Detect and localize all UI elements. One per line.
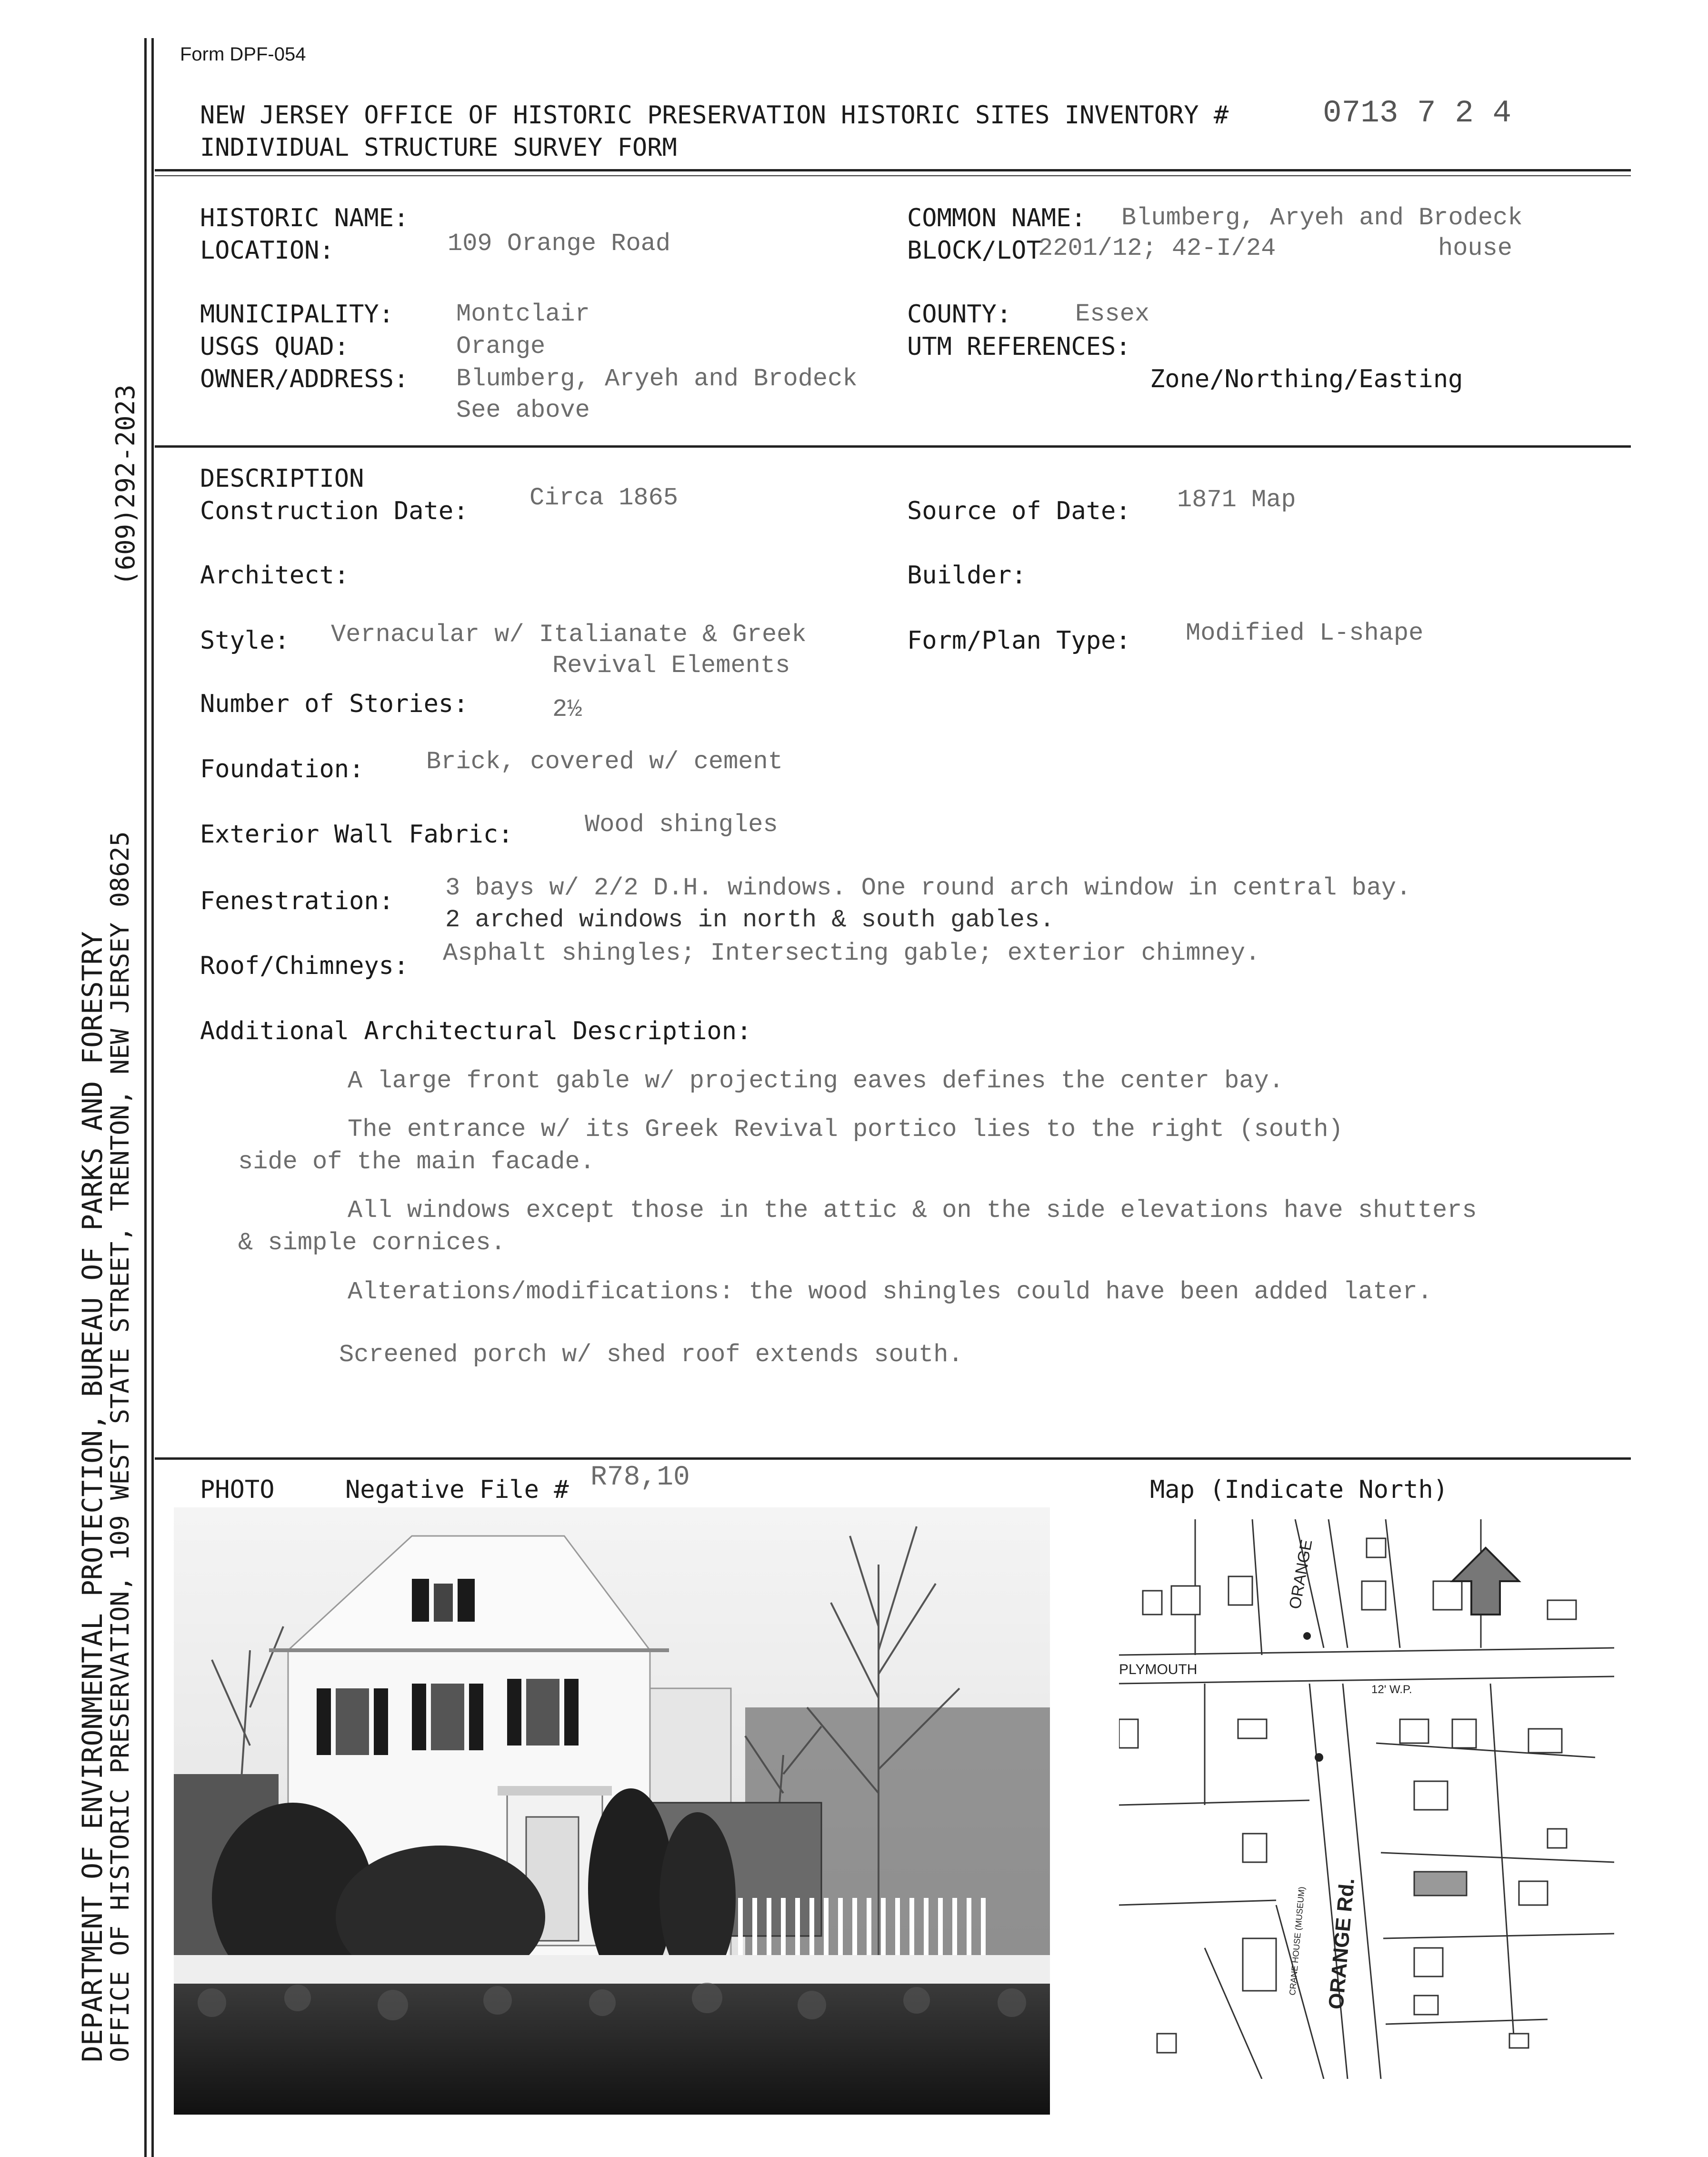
sidebar-phone: (609)292-2023 — [110, 384, 140, 586]
negative-file-number: R78,10 — [590, 1462, 690, 1493]
common-name-label: COMMON NAME: — [907, 204, 1086, 232]
roof-chimneys-value: Asphalt shingles; Intersecting gable; exterior chimney. — [443, 939, 1260, 967]
header-rule — [155, 169, 1631, 171]
builder-label: Builder: — [907, 561, 1027, 590]
negative-file-label: Negative File # — [345, 1475, 569, 1504]
identification-rule — [155, 445, 1631, 448]
architect-label: Architect: — [200, 561, 350, 590]
usgs-quad-value: Orange — [456, 332, 546, 361]
fenestration-label: Fenestration: — [200, 887, 394, 915]
owner-address-value: See above — [456, 396, 590, 424]
location-map — [1119, 1519, 1614, 2079]
county-value: Essex — [1075, 300, 1150, 328]
location-label: LOCATION: — [200, 236, 334, 265]
construction-date-value: Circa 1865 — [529, 484, 679, 512]
map-street-orange-top: ORANGE — [1286, 1538, 1316, 1611]
additional-para3-line2: & simple cornices. — [238, 1229, 506, 1257]
sidebar-department-line: DEPARTMENT OF ENVIRONMENTAL PROTECTION, BUREAU OF PARKS AND FORESTRY — [76, 931, 109, 2062]
map-width-note: 12' W.P. — [1371, 1683, 1412, 1696]
form-id: Form DPF-054 — [180, 44, 306, 65]
photo-label: PHOTO — [200, 1475, 275, 1504]
county-label: COUNTY: — [907, 300, 1012, 329]
map-street-plymouth: PLYMOUTH — [1119, 1662, 1198, 1677]
block-lot-suffix: house — [1438, 234, 1513, 262]
additional-description-label: Additional Architectural Description: — [200, 1017, 752, 1045]
block-lot-value: 2201/12; 42-I/24 — [1038, 234, 1276, 262]
form-plan-label: Form/Plan Type: — [907, 626, 1131, 655]
source-of-date-value: 1871 Map — [1177, 486, 1296, 514]
foundation-value: Brick, covered w/ cement — [426, 748, 783, 776]
map-street-orange-rd: ORANGE Rd. — [1324, 1877, 1359, 2010]
additional-para5: Screened porch w/ shed roof extends south. — [339, 1341, 963, 1369]
utm-columns-label: Zone/Northing/Easting — [1150, 365, 1463, 393]
header-rule-thin — [155, 175, 1631, 176]
stories-value: 2½ — [552, 695, 582, 723]
header-title: NEW JERSEY OFFICE OF HISTORIC PRESERVATION HISTORIC SITES INVENTORY # — [200, 101, 1229, 130]
inventory-number: 0713 7 2 4 — [1323, 95, 1512, 131]
left-border-rule-outer — [144, 38, 147, 2157]
usgs-quad-label: USGS QUAD: — [200, 332, 350, 361]
house-photograph — [174, 1507, 1050, 2115]
source-of-date-label: Source of Date: — [907, 497, 1131, 525]
sidebar-office-line: OFFICE OF HISTORIC PRESERVATION, 109 WEST STATE STREET, TRENTON, NEW JERSEY 08625 — [106, 831, 135, 2062]
style-value-line2: Revival Elements — [552, 652, 790, 680]
fenestration-value-line1: 3 bays w/ 2/2 D.H. windows. One round arch window in central bay. — [445, 874, 1411, 902]
municipality-label: MUNICIPALITY: — [200, 300, 394, 329]
house-photo-drawing — [174, 1507, 1050, 2115]
common-name-value: Blumberg, Aryeh and Brodeck — [1121, 204, 1523, 232]
roof-chimneys-label: Roof/Chimneys: — [200, 952, 409, 980]
fenestration-value-line2: 2 arched windows in north & south gables. — [445, 906, 1055, 934]
additional-para3-line1: All windows except those in the attic & on the side elevations have shutters — [348, 1196, 1477, 1224]
style-label: Style: — [200, 626, 290, 655]
map-label: Map (Indicate North) — [1150, 1475, 1448, 1504]
header-subtitle: INDIVIDUAL STRUCTURE SURVEY FORM — [200, 133, 677, 162]
stories-label: Number of Stories: — [200, 690, 469, 718]
photo-section-rule — [155, 1457, 1631, 1460]
construction-date-label: Construction Date: — [200, 497, 469, 525]
left-border-rule-inner — [151, 38, 154, 2157]
map-crane-house-label: CRANE HOUSE (MUSEUM) — [1288, 1886, 1307, 1996]
foundation-label: Foundation: — [200, 755, 364, 783]
map-drawing — [1119, 1519, 1614, 2079]
location-value: 109 Orange Road — [448, 230, 671, 258]
additional-para4: Alterations/modifications: the wood shingles could have been added later. — [348, 1278, 1432, 1306]
style-value-line1: Vernacular w/ Italianate & Greek — [331, 621, 807, 649]
municipality-value: Montclair — [456, 300, 590, 328]
owner-address-label: OWNER/ADDRESS: — [200, 365, 409, 393]
additional-para1: A large front gable w/ projecting eaves defines the center bay. — [348, 1067, 1284, 1095]
additional-para2-line2: side of the main facade. — [238, 1148, 595, 1176]
owner-value: Blumberg, Aryeh and Brodeck — [456, 365, 858, 393]
wall-fabric-value: Wood shingles — [585, 811, 778, 839]
wall-fabric-label: Exterior Wall Fabric: — [200, 820, 513, 849]
historic-name-label: HISTORIC NAME: — [200, 204, 409, 232]
additional-para2-line1: The entrance w/ its Greek Revival portico lies to the right (south) — [348, 1115, 1343, 1144]
description-heading: DESCRIPTION — [200, 464, 364, 493]
utm-references-label: UTM REFERENCES: — [907, 332, 1131, 361]
block-lot-label: BLOCK/LOT — [907, 236, 1041, 265]
form-plan-value: Modified L-shape — [1186, 619, 1424, 647]
